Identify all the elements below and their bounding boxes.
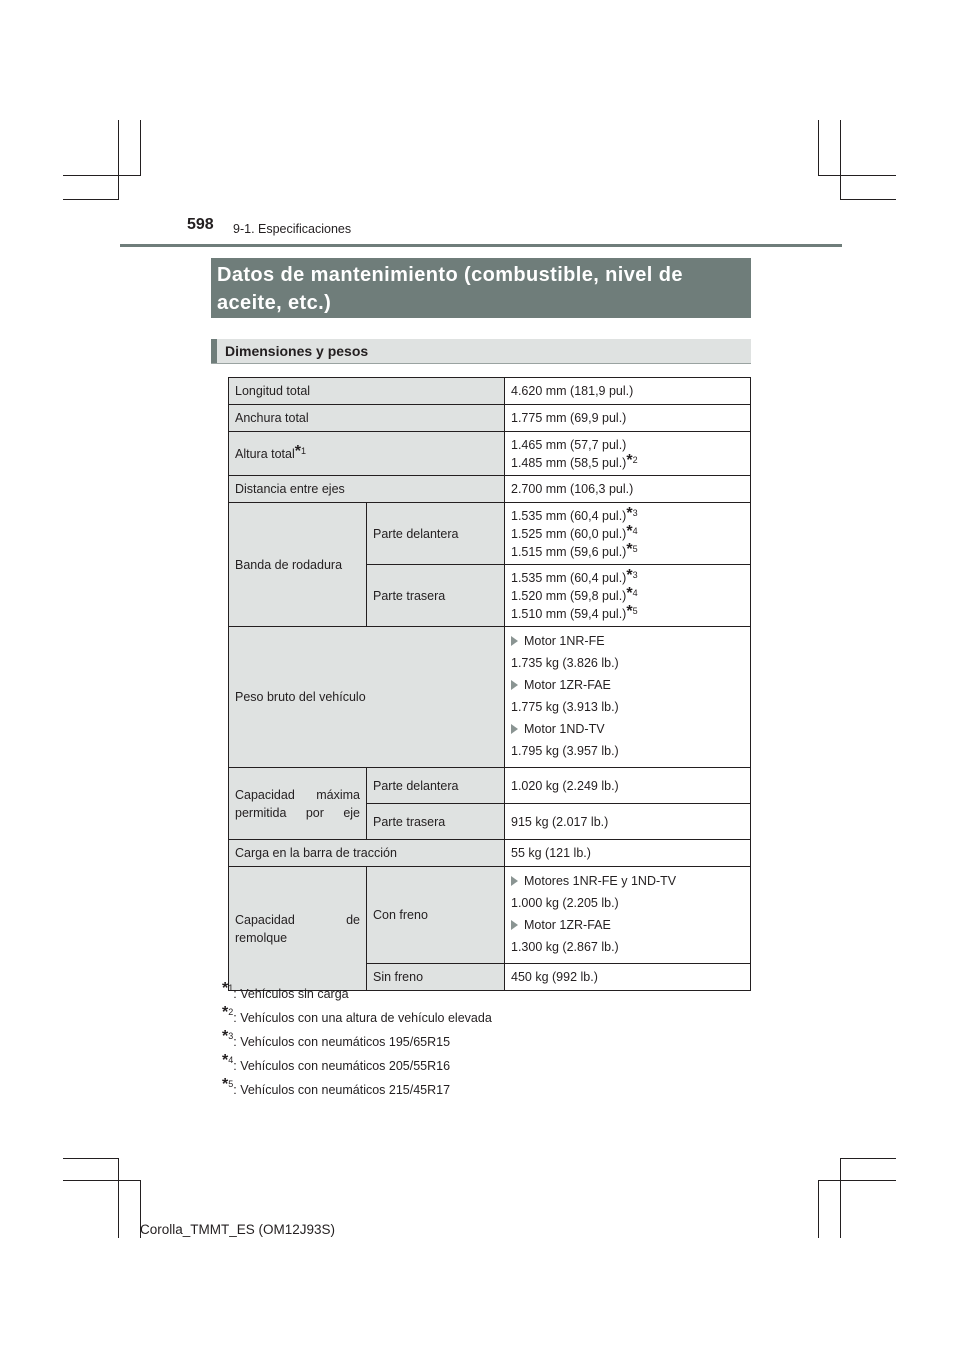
row-value — [505, 627, 751, 768]
footnote-marker: * — [222, 1052, 229, 1069]
footnote-ref: 1 — [301, 445, 307, 456]
table-row — [229, 867, 751, 964]
triangle-bullet-icon — [511, 724, 518, 734]
value-line — [511, 540, 744, 561]
footnote-number: 3 — [228, 1031, 234, 1041]
footnote — [222, 982, 492, 1006]
footnote-marker: * — [222, 1004, 229, 1021]
footnote-text: : Vehículos con neumáticos 195/65R15 — [233, 1035, 451, 1049]
crop-mark — [63, 199, 119, 200]
row-label: Capacidad máxima permitida por eje — [229, 768, 367, 840]
value-line: 1.000 kg (2.205 lb.) — [511, 896, 619, 910]
row-label: Carga en la barra de tracción — [229, 840, 505, 867]
row-label: Peso bruto del vehículo — [229, 627, 505, 768]
crop-mark — [63, 1158, 119, 1159]
value-text: 1.535 mm (60,4 pul.) — [511, 508, 627, 523]
footnote — [222, 1006, 492, 1030]
engine-line — [511, 632, 744, 650]
footnote — [222, 1078, 492, 1102]
table-row — [229, 627, 751, 768]
footnote — [222, 1030, 492, 1054]
row-value — [505, 503, 751, 565]
row-value — [505, 432, 751, 476]
row-value: 1.775 mm (69,9 pul.) — [505, 405, 751, 432]
triangle-bullet-icon — [511, 876, 518, 886]
value-line: 1.775 kg (3.913 lb.) — [511, 700, 619, 714]
section-label: 9-1. Especificaciones — [233, 222, 352, 236]
footer-label: Corolla_TMMT_ES (OM12J93S) — [140, 1222, 336, 1237]
footnote-text: : Vehículos con neumáticos 205/55R16 — [233, 1059, 451, 1073]
crop-mark — [818, 120, 819, 176]
row-label: Longitud total — [229, 378, 505, 405]
row-value — [505, 867, 751, 964]
footnote-marker: * — [626, 602, 633, 620]
row-label: Anchura total — [229, 405, 505, 432]
footnote-text: : Vehículos con neumáticos 215/45R17 — [233, 1083, 451, 1097]
value-line — [511, 602, 744, 623]
crop-mark — [63, 175, 141, 176]
header-rule — [120, 244, 842, 247]
table-row — [229, 378, 751, 405]
triangle-bullet-icon — [511, 920, 518, 930]
value-line: 1.795 kg (3.957 lb.) — [511, 744, 619, 758]
engine-line — [511, 872, 744, 890]
footnote-marker: * — [626, 522, 633, 540]
footnote-ref: 5 — [632, 543, 638, 554]
value-text: 1.515 mm (59,6 pul.) — [511, 544, 627, 559]
footnote-ref: 2 — [632, 454, 638, 465]
triangle-bullet-icon — [511, 636, 518, 646]
altura-label: Altura total — [235, 446, 295, 461]
row-value — [505, 565, 751, 627]
sub-label: Parte delantera — [367, 768, 505, 804]
footnote-marker: * — [222, 980, 229, 997]
engine-name: Motor 1ZR-FAE — [524, 678, 611, 692]
footnote-marker: * — [294, 442, 301, 460]
specs-table — [228, 377, 751, 991]
footnote-marker: * — [626, 584, 633, 602]
table-row — [229, 503, 751, 565]
row-label: Distancia entre ejes — [229, 476, 505, 503]
value-text: 1.520 mm (59,8 pul.) — [511, 588, 627, 603]
sub-label: Con freno — [367, 867, 505, 964]
row-value: 915 kg (2.017 lb.) — [505, 804, 751, 840]
table-row — [229, 840, 751, 867]
engine-line — [511, 720, 744, 738]
row-value: 450 kg (992 lb.) — [505, 964, 751, 991]
value-line — [511, 451, 744, 472]
crop-mark — [818, 1180, 819, 1238]
row-label: Banda de rodadura — [229, 503, 367, 627]
crop-mark — [840, 199, 896, 200]
triangle-bullet-icon — [511, 680, 518, 690]
footnote-marker: * — [626, 540, 633, 558]
footnote — [222, 1054, 492, 1078]
value-line: 1.300 kg (2.867 lb.) — [511, 940, 619, 954]
table-row — [229, 432, 751, 476]
crop-mark — [118, 1158, 119, 1238]
crop-mark — [840, 1158, 896, 1159]
engine-line — [511, 916, 744, 934]
table-row — [229, 405, 751, 432]
footnotes — [222, 982, 492, 1102]
footnote-marker: * — [222, 1076, 229, 1093]
row-label — [229, 432, 505, 476]
subheading: Dimensiones y pesos — [211, 339, 751, 363]
page-number: 598 — [187, 216, 214, 233]
value-text: 1.485 mm (58,5 pul.) — [511, 455, 627, 470]
crop-mark — [140, 120, 141, 176]
footnote-marker: * — [222, 1028, 229, 1045]
footnote-ref: 4 — [632, 587, 638, 598]
table-row — [229, 768, 751, 804]
engine-name: Motor 1ZR-FAE — [524, 918, 611, 932]
footnote-text: : Vehículos con una altura de vehículo elevada — [233, 1011, 492, 1025]
crop-mark — [840, 1158, 841, 1238]
value-line: 1.465 mm (57,7 pul.) — [511, 437, 627, 452]
crop-mark — [818, 175, 896, 176]
footnote-number: 5 — [228, 1079, 234, 1089]
footnote-number: 4 — [228, 1055, 234, 1065]
value-text: 1.525 mm (60,0 pul.) — [511, 526, 627, 541]
value-line: 1.735 kg (3.826 lb.) — [511, 656, 619, 670]
row-value: 1.020 kg (2.249 lb.) — [505, 768, 751, 804]
value-text: 1.510 mm (59,4 pul.) — [511, 606, 627, 621]
row-value: 2.700 mm (106,3 pul.) — [505, 476, 751, 503]
engine-line — [511, 676, 744, 694]
footnote-text: : Vehículos sin carga — [233, 987, 349, 1001]
footnote-marker: * — [626, 451, 633, 469]
footnote-marker: * — [626, 566, 633, 584]
sub-label: Parte delantera — [367, 503, 505, 565]
page-title: Datos de mantenimiento (combustible, nivel de aceite, etc.) — [211, 258, 751, 318]
footnote-marker: * — [626, 504, 633, 522]
engine-name: Motor 1NR-FE — [524, 634, 605, 648]
engine-name: Motor 1ND-TV — [524, 722, 605, 736]
subheading-rule — [211, 363, 751, 364]
table-row — [229, 476, 751, 503]
footnote-ref: 4 — [632, 525, 638, 536]
sub-label: Parte trasera — [367, 804, 505, 840]
footnote-ref: 3 — [632, 507, 638, 518]
footnote-number: 1 — [228, 983, 234, 993]
sub-label: Sin freno — [367, 964, 505, 991]
row-label: Capacidad de remolque — [229, 867, 367, 991]
sub-label: Parte trasera — [367, 565, 505, 627]
engine-name: Motores 1NR-FE y 1ND-TV — [524, 874, 677, 888]
footnote-ref: 5 — [632, 605, 638, 616]
footnote-number: 2 — [228, 1007, 234, 1017]
row-value: 55 kg (121 lb.) — [505, 840, 751, 867]
footnote-ref: 3 — [632, 569, 638, 580]
crop-mark — [118, 120, 119, 200]
crop-mark — [840, 120, 841, 200]
value-text: 1.535 mm (60,4 pul.) — [511, 570, 627, 585]
crop-mark — [818, 1180, 896, 1181]
row-value: 4.620 mm (181,9 pul.) — [505, 378, 751, 405]
crop-mark — [63, 1180, 141, 1181]
